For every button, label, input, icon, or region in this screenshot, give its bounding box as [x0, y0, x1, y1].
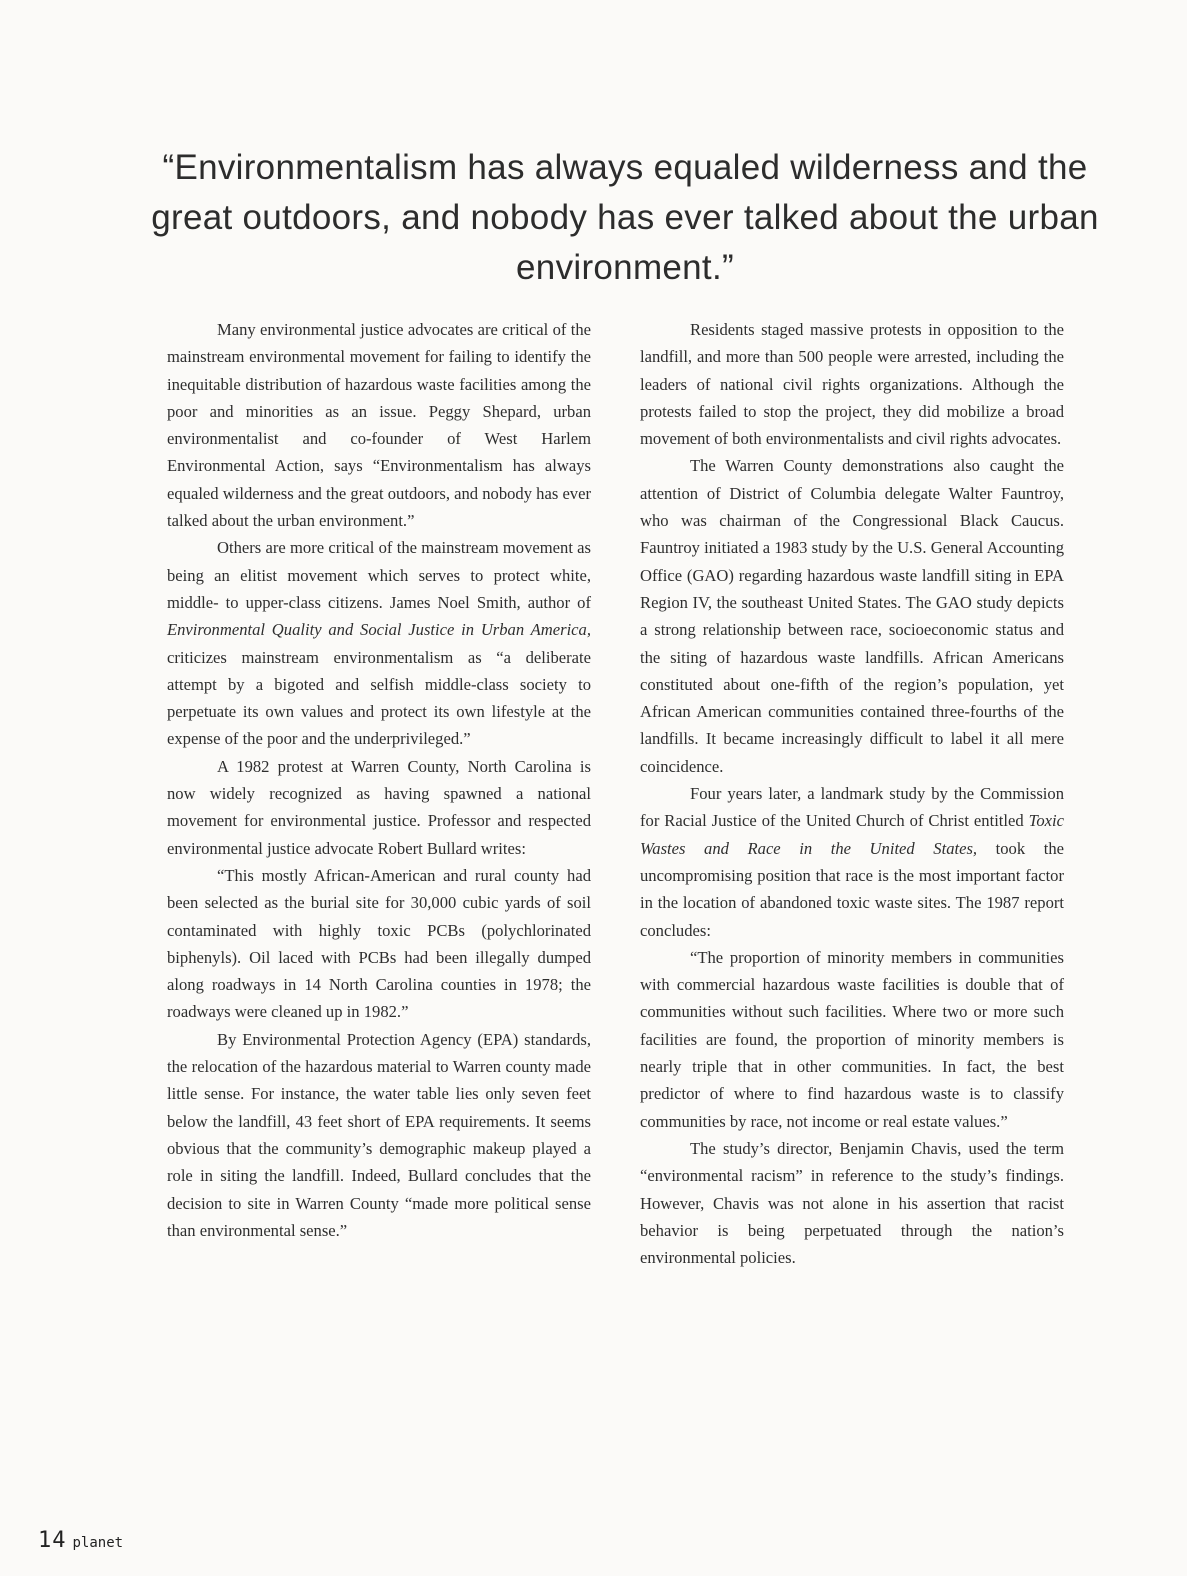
paragraph: Residents staged massive protests in opposition to the landfill, and more than 500 people were arrested, including the leaders of national civil rights organizations. Although the protests failed to stop the project, they did mobilize a broad movement of both environmentalists and civil rights advocates. [640, 320, 1064, 449]
report-title: Toxic Wastes and Race in the United States, [640, 811, 1064, 858]
paragraph: The Warren County demonstrations also caught the attention of District of Columbia delegate Walter Fauntroy, who was chairman of the Congressional Black Caucus. Fauntroy initiated a 1983 study by the U.S. General Accounting Office (GAO) regarding hazardous waste landfill siting in EPA Region IV, the southeast United States. The GAO study depicts a strong relationship between race, socioeconomic status and the siting of hazardous waste landfills. African Americans constituted about one-fifth of the region’s population, yet African American communities contained three-fourths of the landfills. It became increasingly difficult to label it all mere coincidence. [640, 456, 1064, 776]
paragraph: A 1982 protest at Warren County, North Carolina is now widely recognized as having spawned a national movement for environmental justice. Professor and respected environmental justice advocate Robert Bullard writes: [167, 756, 591, 858]
paragraph: The study’s director, Benjamin Chavis, used the term “environmental racism” in reference to the study’s findings. However, Chavis was not alone in his assertion that racist behavior is being perpetuated through the nation’s environmental policies. [640, 1138, 1064, 1268]
magazine-name: planet [72, 1535, 124, 1551]
page-footer [38, 1528, 123, 1553]
paragraph: Many environmental justice advocates are critical of the mainstream environmental movement for failing to identify the inequitable distribution of hazardous waste facilities among the poor and minorities as an issue. Peggy Shepard, urban environmentalist and co-founder of West Harlem Environmental Action, says “Environmentalism has always equaled wilderness and the great outdoors, and nobody has ever talked about the urban environment.” [167, 320, 591, 531]
paragraph [167, 534, 591, 752]
paragraph-text: took the uncompromising position that race is the most important factor in the location of abandoned toxic waste sites. The 1987 report concludes: [640, 838, 1064, 940]
paragraph [640, 780, 1064, 944]
page-number: 14 [38, 1528, 67, 1553]
pull-quote: “Environmentalism has always equaled wilderness and the great outdoors, and nobody has ever talked about the urban environment.” [151, 148, 1099, 287]
paragraph: By Environmental Protection Agency (EPA) standards, the relocation of the hazardous material to Warren county made little sense. For instance, the water table lies only seven feet below the landfill, 43 feet short of EPA requirements. It seems obvious that the community’s demographic makeup played a role in siting the landfill. Indeed, Bullard concludes that the decision to site in Warren County “made more political sense than environmental sense.” [167, 1029, 591, 1240]
left-column [167, 316, 591, 1244]
paragraph-text: criticizes mainstream environmentalism as “a deliberate attempt by a bigoted and selfish middle-class society to perpetuate its own values and protect its own lifestyle at the expense of the poor and the underprivileged.” [167, 647, 591, 749]
paragraph-text: Others are more critical of the mainstream movement as being an elitist movement which serves to protect white, middle- to upper-class citizens. James Noel Smith, author of [167, 538, 591, 612]
block-quote: “This mostly African-American and rural county had been selected as the burial site for 30,000 cubic yards of soil contaminated with highly toxic PCBs (polychlorinated biphenyls). Oil laced with PCBs had been illegally dumped along roadways in 14 North Carolina counties in 1978; the roadways were cleaned up in 1982.” [167, 865, 591, 1022]
right-column [640, 316, 1064, 1271]
book-title: Environmental Quality and Social Justice in Urban America, [167, 620, 591, 640]
block-quote: “The proportion of minority members in communities with commercial hazardous waste facilities is double that of communities without such facilities. Where two or more such facilities are found, the proportion of minority members is nearly triple that in other communities. In fact, the best predictor of where to find hazardous waste is to classify communities by race, not income or real estate values.” [640, 947, 1064, 1131]
paragraph-text: Four years later, a landmark study by the Commission for Racial Justice of the United Church of Christ entitled [640, 784, 1064, 831]
